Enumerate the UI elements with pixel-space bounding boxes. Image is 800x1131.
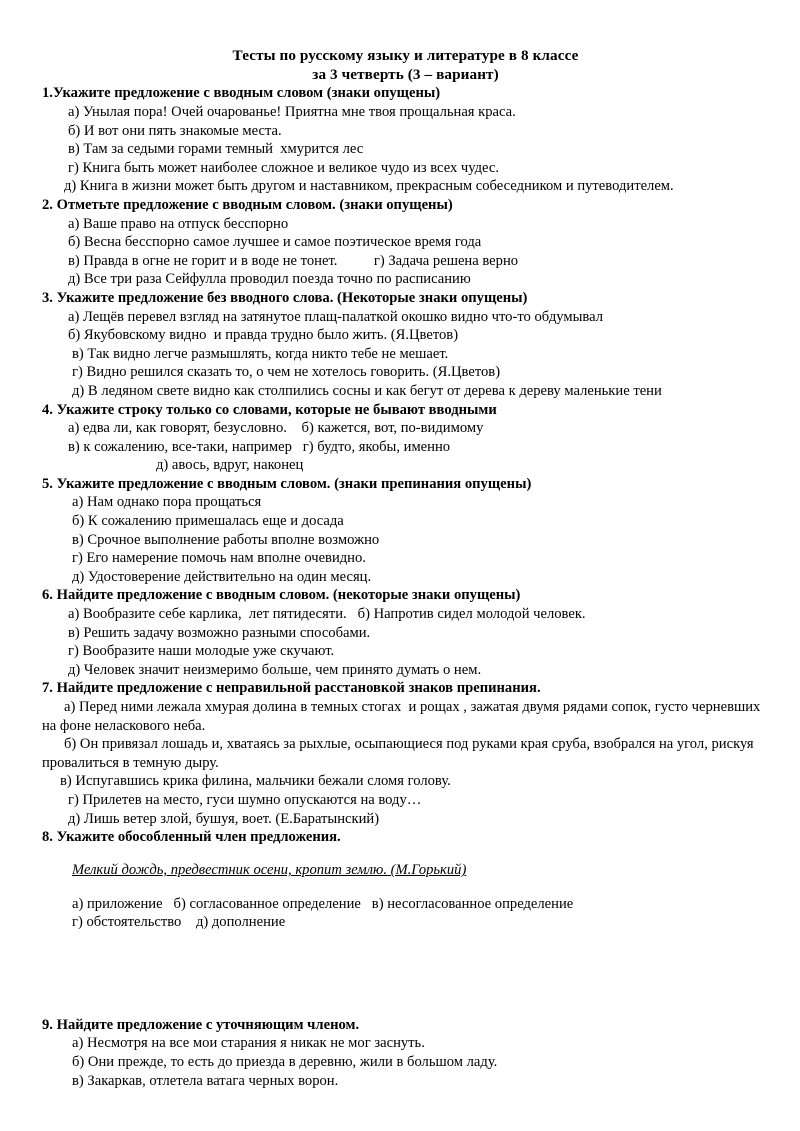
blank-spacer <box>42 932 765 1016</box>
question-7-option-d: д) Лишь ветер злой, бушуя, воет. (Е.Баратынский) <box>68 810 380 827</box>
question-6-option-g: г) Вообразите наши молодые уже скучают. <box>68 643 335 660</box>
question-block-6 <box>42 586 765 679</box>
question-heading-4: 4. Укажите строку только со словами, которые не бывают вводными <box>42 401 497 418</box>
question-1-option-a: а) Унылая пора! Очей очарованье! Приятна мне твоя прощальная краса. <box>68 104 516 120</box>
title-line-2: за 3 четверть (3 – вариант) <box>312 66 499 84</box>
question-heading-2: 2. Отметьте предложение с вводным словом. (знаки опущены) <box>42 196 453 213</box>
question-7-option-v: в) Испугавшись крика филина, мальчики бежали сломя голову. <box>60 773 451 790</box>
question-5-option-a: а) Нам однако пора прощаться <box>72 494 262 511</box>
question-4-option-a: а) едва ли, как говорят, безусловно. б) кажется, вот, по-видимому <box>68 420 484 437</box>
question-2-option-v: в) Правда в огне не горит и в воде не тонет. г) Задача решена верно <box>68 252 519 269</box>
question-1-option-d: д) Книга в жизни может быть другом и наставником, прекрасным собеседником и путеводителем. <box>64 178 674 195</box>
question-heading-9: 9. Найдите предложение с уточняющим членом. <box>42 1016 360 1033</box>
question-block-9 <box>42 1016 765 1090</box>
question-heading-6: 6. Найдите предложение с вводным словом. (некоторые знаки опущены) <box>42 587 521 604</box>
question-2-option-b: б) Весна бесспорно самое лучшее и самое поэтическое время года <box>68 234 482 251</box>
page-title <box>42 46 765 84</box>
question-7-option-b: б) Он привязал лошадь и, хватаясь за рыхлые, осыпающиеся под руками края сруба, взобрался на угол, рискуя провалиться в темную дыру. <box>42 736 758 771</box>
question-3-option-d: д) В ледяном свете видно как столпились сосны и как бегут от дерева к дереву маленькие тени <box>72 382 662 399</box>
question-block-5 <box>42 475 765 587</box>
question-6-option-a: а) Вообразите себе карлика, лет пятидесяти. б) Напротив сидел молодой человек. <box>68 606 586 623</box>
question-8-options-row-2: г) обстоятельство д) дополнение <box>72 914 286 931</box>
question-7-option-a: а) Перед ними лежала хмурая долина в темных стогах и рощах , зажатая двумя рядами сопок, густо черневших на фоне неласкового неба. <box>42 699 764 734</box>
question-9-option-v: в) Закаркав, отлетела ватага черных ворон. <box>72 1072 339 1089</box>
question-5-option-d: д) Удостоверение действительно на один месяц. <box>72 568 372 585</box>
question-2-option-a: а) Ваше право на отпуск бесспорно <box>68 215 289 232</box>
question-5-option-b: б) К сожалению примешалась еще и досада <box>72 513 344 530</box>
question-2-option-d: д) Все три раза Сейфулла проводил поезда точно по расписанию <box>68 271 471 288</box>
question-5-option-v: в) Срочное выполнение работы вполне возможно <box>72 531 380 548</box>
title-line-1: Тесты по русскому языку и литературе в 8 классе <box>232 47 579 64</box>
question-block-3 <box>42 289 765 401</box>
question-heading-1: 1.Укажите предложение с вводным словом (знаки опущены) <box>42 85 441 102</box>
question-heading-3: 3. Укажите предложение без вводного слова. (Некоторые знаки опущены) <box>42 289 528 306</box>
question-8-options-row-1: а) приложение б) согласованное определение в) несогласованное определение <box>72 895 574 912</box>
question-4-option-d: д) авось, вдруг, наконец <box>156 457 304 474</box>
question-6-option-d: д) Человек значит неизмеримо больше, чем принято думать о нем. <box>68 661 482 678</box>
question-7-option-g: г) Прилетев на место, гуси шумно опускаются на воду… <box>68 791 422 808</box>
question-block-8 <box>42 828 765 932</box>
question-heading-8: 8. Укажите обособленный член предложения. <box>42 829 341 846</box>
question-9-option-b: б) Они прежде, то есть до приезда в деревню, жили в большом ладу. <box>72 1053 498 1070</box>
question-block-7 <box>42 679 765 828</box>
question-1-option-g: г) Книга быть может наиболее сложное и великое чудо из всех чудес. <box>68 159 500 176</box>
question-8-example-sentence: Мелкий дождь, предвестник осени, кропит землю. (М.Горький) <box>72 862 467 879</box>
question-3-option-b: б) Якубовскому видно и правда трудно было жить. (Я.Цветов) <box>68 327 459 344</box>
question-1-option-b: б) И вот они пять знакомые места. <box>68 122 282 139</box>
question-heading-7: 7. Найдите предложение с неправильной расстановкой знаков препинания. <box>42 680 541 697</box>
question-5-option-g: г) Его намерение помочь нам вполне очевидно. <box>72 550 366 567</box>
question-1-option-v: в) Там за седыми горами темный хмурится лес <box>68 141 364 158</box>
question-6-option-v: в) Решить задачу возможно разными способами. <box>68 624 371 641</box>
question-3-option-v: в) Так видно легче размышлять, когда никто тебе не мешает. <box>72 345 449 362</box>
question-3-option-a: а) Лещёв перевел взгляд на затянутое плащ-палаткой окошко видно что-то обдумывал <box>68 308 603 325</box>
question-9-option-a: а) Несмотря на все мои старания я никак не мог заснуть. <box>72 1035 425 1052</box>
question-heading-5: 5. Укажите предложение с вводным словом. (знаки препинания опущены) <box>42 475 532 492</box>
question-block-4 <box>42 401 765 475</box>
question-block-2 <box>42 196 765 289</box>
question-4-option-v: в) к сожалению, все-таки, например г) будто, якобы, именно <box>68 438 451 455</box>
question-3-option-g: г) Видно решился сказать то, о чем не хотелось говорить. (Я.Цветов) <box>72 364 501 381</box>
question-block-1 <box>42 84 765 196</box>
